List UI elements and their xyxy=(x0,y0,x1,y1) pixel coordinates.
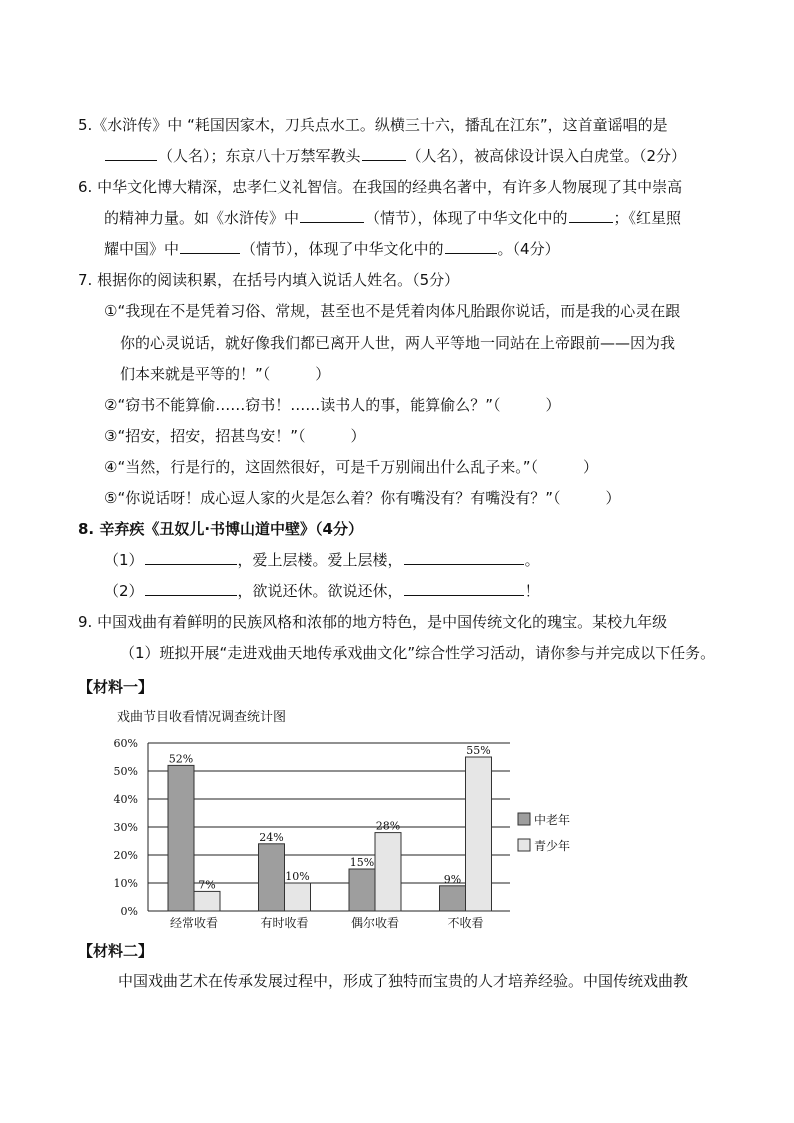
answer-blank[interactable] xyxy=(569,207,613,223)
q6-text-a: 的精神力量。如《水浒传》中 xyxy=(104,209,300,227)
q6-text-f: 。（4分） xyxy=(497,240,560,258)
q7-title: 7. 根据你的阅读积累，在括号内填入说话人姓名。（5分） xyxy=(78,271,460,289)
data-label: 28% xyxy=(375,819,401,833)
y-tick-label: 60% xyxy=(113,737,138,750)
answer-blank[interactable] xyxy=(180,238,240,254)
q5-text-b: （人名），被高俅设计误入白虎堂。（2分） xyxy=(406,147,687,165)
bar xyxy=(466,757,492,911)
survey-bar-chart xyxy=(100,728,640,936)
bar xyxy=(259,844,285,911)
q8-item1 xyxy=(104,549,540,571)
x-tick-label: 经常收看 xyxy=(169,916,219,930)
data-label: 52% xyxy=(168,752,194,766)
q9-line2: （1）班拟开展“走进戏曲天地传承戏曲文化”综合性学习活动，请你参与并完成以下任务。 xyxy=(120,644,716,662)
q7-item1-line3: 们本来就是平等的！”（ ） xyxy=(120,365,331,383)
data-label: 24% xyxy=(259,830,284,844)
q6-line1: 6. 中华文化博大精深，忠孝仁义礼智信。在我国的经典名著中，有许多人物展现了其中崇高 xyxy=(78,178,683,196)
q8-item1-end: 。 xyxy=(524,551,540,569)
y-tick-label: 30% xyxy=(113,821,138,834)
material1-label: 【材料一】 xyxy=(78,678,154,696)
y-tick-label: 50% xyxy=(113,765,138,778)
q7-item4: ④“当然，行是行的，这固然很好，可是千万别闹出什么乱子来。”（ ） xyxy=(104,458,598,476)
x-tick-label: 偶尔收看 xyxy=(350,916,400,930)
legend-swatch xyxy=(518,813,530,825)
q5-line2 xyxy=(104,145,686,167)
q8-item2-text: ，欲说还休。欲说还休， xyxy=(237,582,403,600)
answer-blank[interactable] xyxy=(145,580,237,596)
q9-line1: 9. 中国戏曲有着鲜明的民族风格和浓郁的地方特色，是中国传统文化的瑰宝。某校九年级 xyxy=(78,613,668,631)
q8-item2 xyxy=(104,580,540,602)
q7-item1-line2: 你的心灵说话，就好像我们都已离开人世，两人平等地一同站在上帝跟前——因为我 xyxy=(120,334,676,352)
data-label: 9% xyxy=(443,872,462,886)
bar xyxy=(375,833,401,911)
data-label: 10% xyxy=(285,870,310,883)
bar xyxy=(440,886,466,911)
bar xyxy=(168,765,194,911)
legend-label: 中老年 xyxy=(534,813,571,827)
bar xyxy=(194,891,220,911)
q8-item2-num: （2） xyxy=(104,582,144,600)
answer-blank[interactable] xyxy=(404,580,524,596)
q6-text-b: （情节），体现了中华文化中的 xyxy=(365,209,568,227)
q5-text-a: （人名）；东京八十万禁军教头 xyxy=(158,147,361,165)
answer-blank[interactable] xyxy=(445,238,497,254)
x-tick-label: 有时收看 xyxy=(260,916,309,930)
q7-item1-line1: ①“我现在不是凭着习俗、常规，甚至也不是凭着肉体凡胎跟你说话，而是我的心灵在跟 xyxy=(104,302,681,320)
chart-title: 戏曲节目收看情况调查统计图 xyxy=(117,710,287,725)
data-label: 55% xyxy=(466,744,491,757)
q7-item3: ③“招安，招安，招甚鸟安！”（ ） xyxy=(104,427,366,445)
q8-item1-num: （1） xyxy=(104,551,144,569)
q6-text-c: ；《红星照 xyxy=(613,209,682,227)
legend-swatch xyxy=(518,839,530,851)
q7-item2: ②“窃书不能算偷……窃书！……读书人的事，能算偷么？”（ ） xyxy=(104,396,561,414)
q6-line2 xyxy=(104,207,681,229)
answer-blank[interactable] xyxy=(105,145,157,161)
q5-line1: 5.《水浒传》中 “耗国因家木，刀兵点水工。纵横三十六，播乱在江东”，这首童谣唱的是 xyxy=(78,116,668,134)
y-tick-label: 40% xyxy=(113,793,138,806)
q8-item1-text: ，爱上层楼。爱上层楼， xyxy=(237,551,403,569)
data-label: 7% xyxy=(198,878,216,892)
material2-text: 中国戏曲艺术在传承发展过程中，形成了独特而宝贵的人才培养经验。中国传统戏曲教 xyxy=(118,972,689,990)
bar xyxy=(349,869,375,911)
answer-blank[interactable] xyxy=(300,207,364,223)
y-tick-label: 20% xyxy=(113,849,138,862)
y-tick-label: 0% xyxy=(120,905,138,918)
q6-line3 xyxy=(104,238,560,260)
data-label: 15% xyxy=(349,856,375,869)
q7-item5: ⑤“你说话呀！成心逗人家的火是怎么着？你有嘴没有？有嘴没有？”（ ） xyxy=(104,489,621,507)
x-tick-label: 不收看 xyxy=(447,916,484,930)
bar xyxy=(285,883,311,911)
q6-text-d: 耀中国》中 xyxy=(104,240,180,258)
material2-label: 【材料二】 xyxy=(78,942,154,960)
answer-blank[interactable] xyxy=(145,549,237,565)
q6-text-e: （情节），体现了中华文化中的 xyxy=(241,240,444,258)
answer-blank[interactable] xyxy=(404,549,524,565)
legend-label: 青少年 xyxy=(534,839,571,853)
q8-item2-end: ！ xyxy=(524,582,540,600)
answer-blank[interactable] xyxy=(362,145,406,161)
y-tick-label: 10% xyxy=(113,877,138,890)
q8-title: 8. 辛弃疾《丑奴儿·书博山道中壁》（4分） xyxy=(78,520,363,538)
